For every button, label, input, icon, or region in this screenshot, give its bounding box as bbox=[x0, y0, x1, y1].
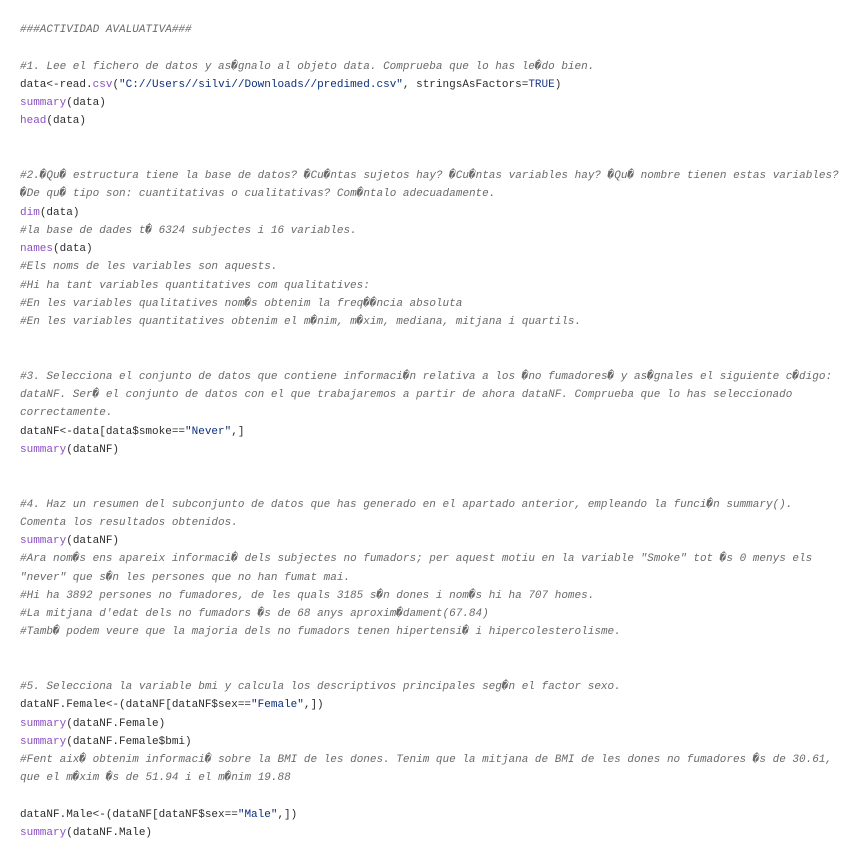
answer-comment: #Els noms de les variables son aquests. bbox=[20, 261, 278, 274]
blank-line bbox=[20, 788, 848, 806]
function-token: summary bbox=[20, 717, 67, 730]
code-line-head-data bbox=[20, 112, 848, 130]
code-editor[interactable] bbox=[20, 21, 848, 848]
code-token: ,] bbox=[231, 425, 245, 438]
task-4-comment: #4. Haz un resumen del subconjunto de datos que has generado en el apartado anterior, empleando la funci�n summary(). Comenta los resultados obtenidos. bbox=[20, 498, 799, 529]
blank-line bbox=[20, 331, 848, 349]
code-token: ,]) bbox=[277, 808, 298, 821]
blank-line bbox=[20, 39, 848, 57]
code-token: ,]) bbox=[303, 699, 324, 712]
code-line-summary-data bbox=[20, 94, 848, 112]
keyword-token: TRUE bbox=[528, 78, 555, 91]
code-token: (data) bbox=[46, 115, 87, 128]
blank-line bbox=[20, 350, 848, 368]
task-1-comment: #1. Lee el fichero de datos y as�gnalo al objeto data. Comprueba que lo has le�do bien. bbox=[20, 60, 595, 73]
answer-comment: #En les variables quantitatives obtenim el m�nim, m�xim, mediana, mitjana i quartils. bbox=[20, 316, 582, 328]
answer-comment: #La mitjana d'edat dels no fumadors �s de 68 anys aproxim�dament(67.84) bbox=[20, 608, 489, 620]
task-2-comment: #2.�Qu� estructura tiene la base de datos? �Cu�ntas sujetos hay? �Cu�ntas variables hay? �Qu� nombre tienen estas variables? �De qu� tipo son: cuantitativas o cualitativas? Com�ntalo adecuadamente. bbox=[20, 170, 846, 201]
function-token: summary bbox=[20, 535, 67, 547]
function-token: summary bbox=[20, 443, 67, 456]
string-token: "Male" bbox=[237, 808, 278, 821]
function-token: summary bbox=[20, 827, 67, 839]
string-token: "Female" bbox=[251, 699, 304, 712]
code-token: (data) bbox=[53, 243, 93, 255]
section-title-comment: ###ACTIVIDAD AVALUATIVA### bbox=[20, 24, 192, 36]
blank-line bbox=[20, 660, 848, 678]
answer-comment: #Hi ha 3892 persones no fumadores, de les quals 3185 s�n dones i nom�s hi ha 707 homes. bbox=[20, 589, 595, 602]
function-token: head bbox=[20, 115, 47, 128]
code-line-dim-data bbox=[20, 204, 848, 222]
function-token: summary bbox=[20, 97, 67, 109]
task-5-comment: #5. Selecciona la variable bmi y calcula los descriptivos principales seg�n el factor sexo. bbox=[20, 681, 621, 693]
answer-comment: #la base de dades t� 6324 subjectes i 16 variables. bbox=[20, 224, 357, 237]
code-token: data<-read. bbox=[20, 78, 93, 91]
blank-line bbox=[20, 642, 848, 660]
code-line-subset-female bbox=[20, 696, 848, 714]
code-line-summary-datanf bbox=[20, 441, 848, 459]
code-token: dataNF.Male<-(dataNF[dataNF$sex== bbox=[20, 808, 238, 821]
blank-line bbox=[20, 131, 848, 149]
code-token: (dataNF.Female$bmi) bbox=[66, 735, 192, 748]
function-token: summary bbox=[20, 735, 67, 748]
answer-comment: #Tamb� podem veure que la majoria dels no fumadors tenen hipertensi� i hipercolesterolisme. bbox=[20, 626, 621, 639]
code-token: (dataNF) bbox=[66, 535, 120, 547]
code-line-read-csv bbox=[20, 76, 848, 94]
blank-line bbox=[20, 477, 848, 495]
code-line-summary-datanf bbox=[20, 532, 848, 550]
code-line-summary-male bbox=[20, 824, 848, 842]
answer-comment: #Ara nom�s ens apareix informaci� dels subjectes no fumadors; per aquest motiu en la variable "Smoke" tot �s 0 menys els "never" que s�n les persones que no han fumat mai. bbox=[20, 553, 819, 584]
code-token: ) bbox=[554, 78, 562, 91]
code-line-subset-male bbox=[20, 806, 848, 824]
function-token: dim bbox=[20, 206, 40, 219]
function-token: names bbox=[20, 243, 54, 255]
blank-line bbox=[20, 459, 848, 477]
code-token: ( bbox=[112, 78, 120, 91]
code-line-names-data bbox=[20, 240, 848, 258]
answer-comment: #En les variables qualitatives nom�s obtenim la freq��ncia absoluta bbox=[20, 297, 463, 310]
code-token: (data) bbox=[39, 206, 80, 219]
string-token: "Never" bbox=[185, 425, 232, 438]
code-token: (dataNF.Female) bbox=[66, 717, 166, 730]
code-token: , stringsAsFactors= bbox=[402, 78, 529, 91]
code-token: (dataNF) bbox=[66, 443, 120, 456]
answer-comment: #Hi ha tant variables quantitatives com qualitatives: bbox=[20, 279, 370, 292]
task-3-comment: #3. Selecciona el conjunto de datos que contiene informaci�n relativa a los �no fumadores� y as�gnales el siguiente c�digo: dataNF. Ser� el conjunto de datos con el que trabajaremos a partir de ahora dataNF. Comprueba que lo has seleccionado correctamente. bbox=[20, 370, 839, 420]
function-token: csv bbox=[92, 78, 113, 91]
string-token: "C://Users//silvi//Downloads//predimed.csv" bbox=[119, 78, 403, 91]
code-token: dataNF<-data[data$smoke== bbox=[20, 425, 186, 438]
code-line-summary-female bbox=[20, 715, 848, 733]
code-token: (data) bbox=[66, 97, 106, 109]
code-token: (dataNF.Male) bbox=[66, 827, 153, 839]
code-token: dataNF.Female<-(dataNF[dataNF$sex== bbox=[20, 699, 252, 712]
blank-line bbox=[20, 149, 848, 167]
code-line-subset-never bbox=[20, 423, 848, 441]
answer-comment: #Fent aix� obtenim informaci� sobre la BMI de les dones. Tenim que la mitjana de BMI de les dones no fumadores �s de 30.61, que el m�xim �s de 51.94 i el m�nim 19.88 bbox=[20, 754, 839, 785]
code-line-summary-female-bmi bbox=[20, 733, 848, 751]
